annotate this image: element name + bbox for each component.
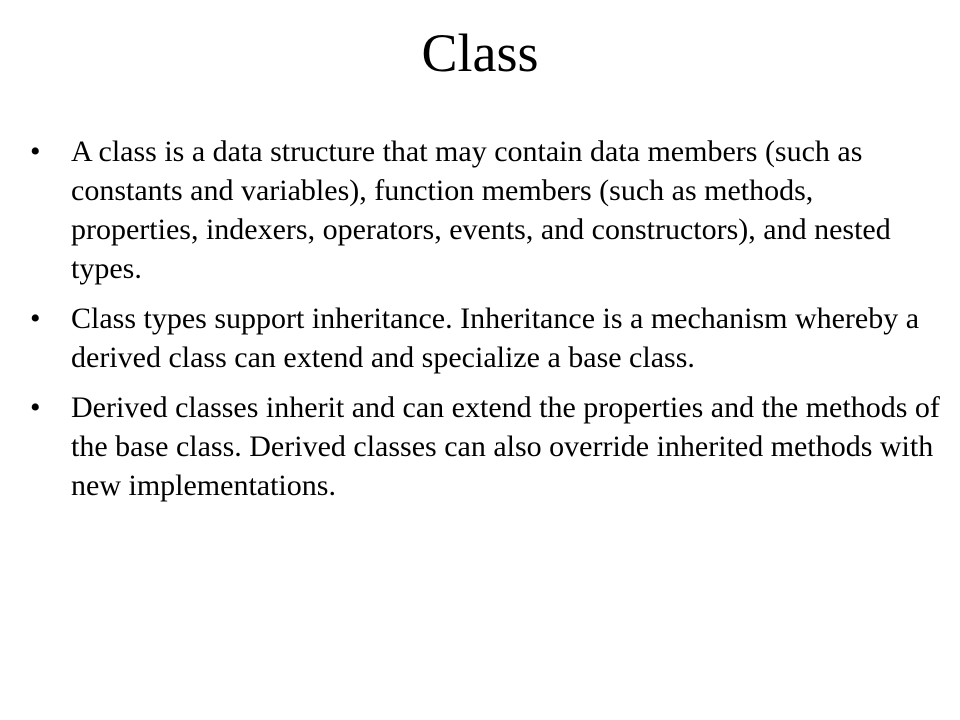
- bullet-dot-icon: •: [30, 302, 41, 335]
- slide-title: Class: [421, 23, 539, 83]
- bullet-text: Derived classes inherit and can extend the properties and the methods of the base class. Derived classes can also override inherited methods with new implementations.: [71, 391, 940, 502]
- bullet-item: [30, 132, 945, 288]
- bullet-text: A class is a data structure that may contain data members (such as constants and variables), function members (such as methods, properties, indexers, operators, events, and constructors), and nested types.: [71, 135, 891, 285]
- bullet-dot-icon: •: [30, 135, 41, 168]
- bullet-item: [30, 388, 945, 505]
- bullet-dot-icon: •: [30, 391, 41, 424]
- bullet-text: Class types support inheritance. Inheritance is a mechanism whereby a derived class can extend and specialize a base class.: [71, 302, 920, 374]
- bullet-list: [30, 132, 945, 516]
- bullet-item: [30, 299, 945, 377]
